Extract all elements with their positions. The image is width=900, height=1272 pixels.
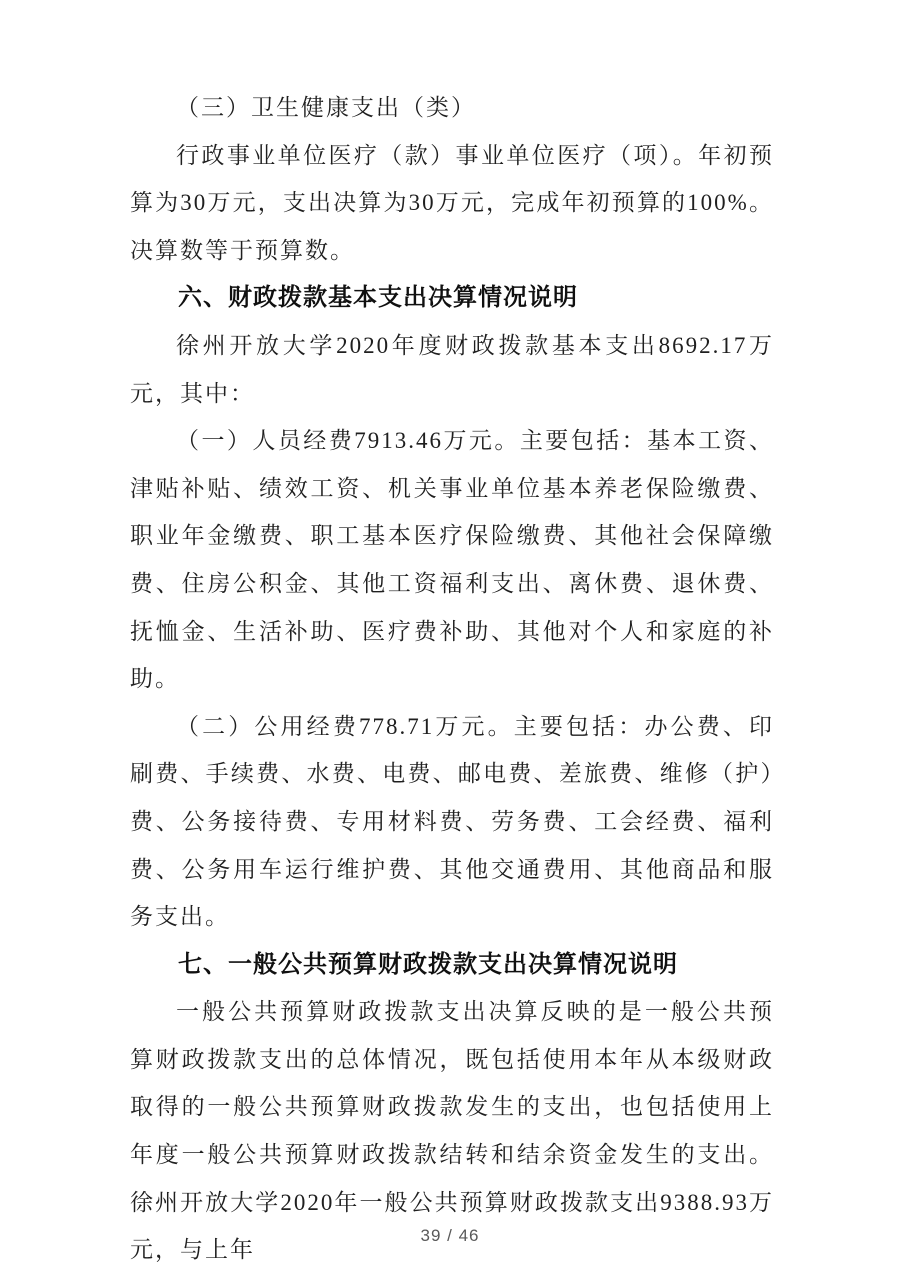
page-number: 39 / 46 [420, 1226, 480, 1245]
body-paragraph: （二）公用经费778.71万元。主要包括：办公费、印刷费、手续费、水费、电费、邮电费、差旅费、维修（护）费、公务接待费、专用材料费、劳务费、工会经费、福利费、公务用车运行维护费、其他交通费用、其他商品和服务支出。 [130, 713, 774, 930]
body-paragraph: （三）卫生健康支出（类） [176, 95, 476, 120]
body-paragraph: （一）人员经费7913.46万元。主要包括：基本工资、津贴补贴、绩效工资、机关事业单位基本养老保险缴费、职业年金缴费、职工基本医疗保险缴费、其他社会保障缴费、住房公积金、其他工资福利支出、离休费、退休费、抚恤金、生活补助、医疗费补助、其他对个人和家庭的补助。 [130, 428, 774, 692]
document-body [130, 84, 774, 1272]
body-paragraph: 行政事业单位医疗（款）事业单位医疗（项）。年初预算为30万元，支出决算为30万元，完成年初预算的100%。决算数等于预算数。 [130, 142, 774, 263]
section-heading: 七、一般公共预算财政拨款支出决算情况说明 [178, 950, 678, 978]
section-heading: 六、财政拨款基本支出决算情况说明 [178, 284, 578, 312]
body-paragraph: 一般公共预算财政拨款支出决算反映的是一般公共预算财政拨款支出的总体情况，既包括使用本年从本级财政取得的一般公共预算财政拨款发生的支出，也包括使用上年度一般公共预算财政拨款结转和结余资金发生的支出。徐州开放大学2020年一般公共预算财政拨款支出9388.93万元，与上年 [130, 999, 774, 1263]
body-paragraph: 徐州开放大学2020年度财政拨款基本支出8692.17万元，其中： [130, 332, 774, 406]
